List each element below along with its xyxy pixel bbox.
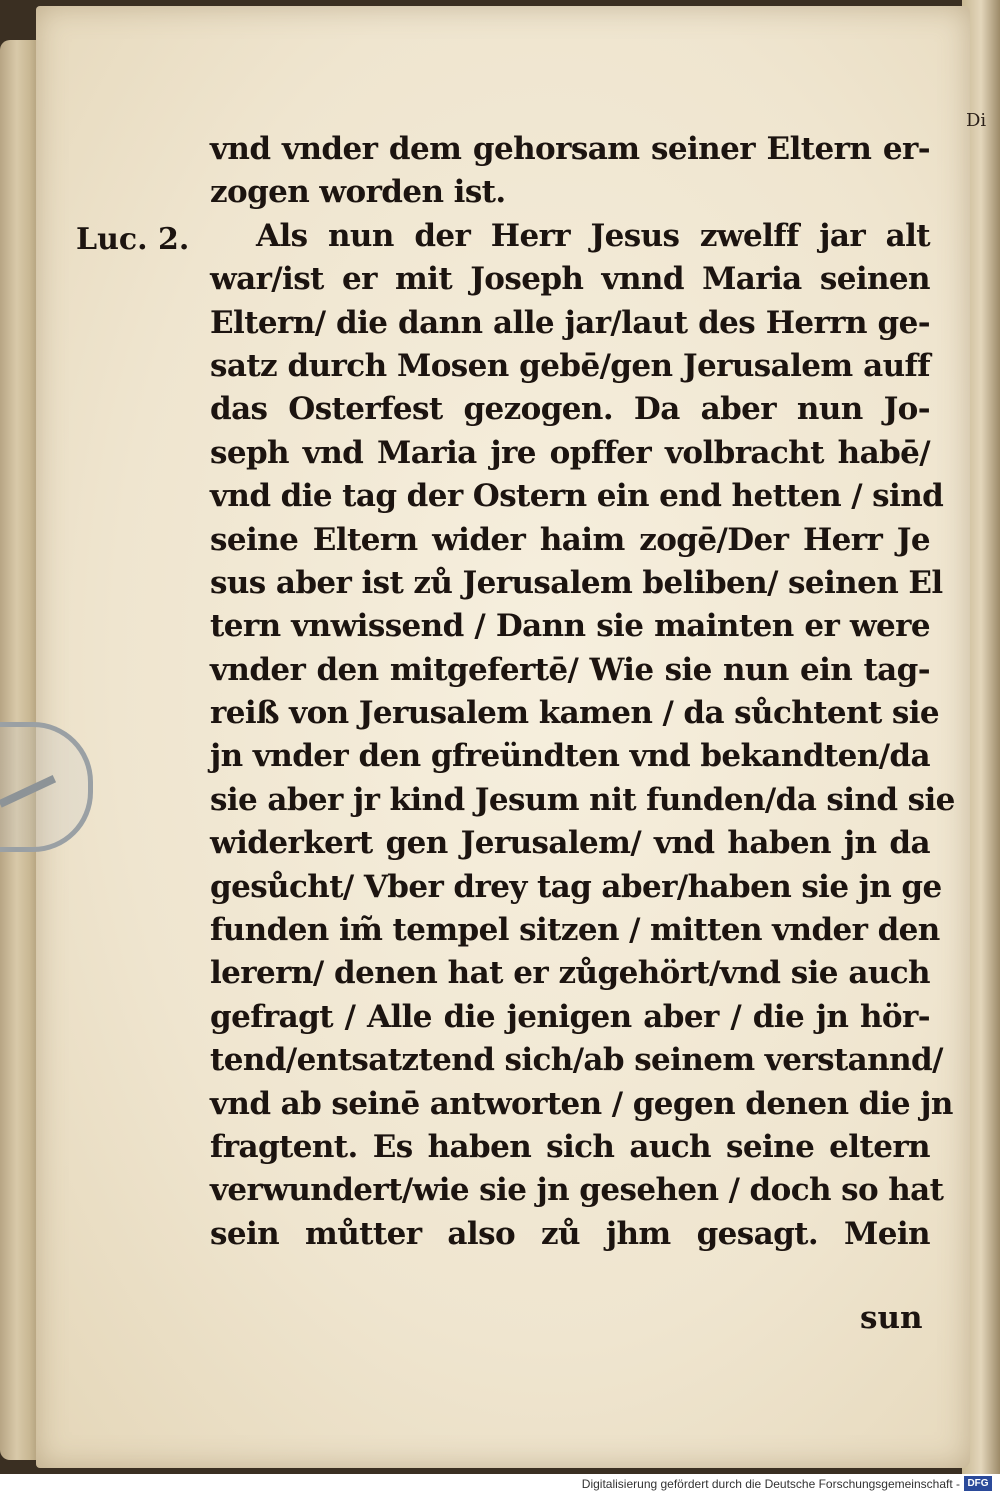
- text-line: sie aber jr kind Jesum nit funden/da sind sie: [210, 781, 955, 818]
- text-line: seine Eltern wider haim zogē/Der Herr Je: [210, 521, 930, 558]
- text-line: das Osterfest gezogen. Da aber nun Jo-: [210, 391, 930, 428]
- text-line: jn vnder den gfreündten vnd bekandten/da: [210, 738, 930, 775]
- text-line: Als nun der Herr Jesus zwelff jar alt: [256, 217, 930, 254]
- text-line: vnd ab seinē antworten / gegen denen die jn: [210, 1085, 953, 1122]
- text-line: reiß von Jerusalem kamen / da sůchtent sie: [210, 695, 940, 732]
- text-line: satz durch Mosen gebē/gen Jerusalem auff: [210, 347, 930, 384]
- footer-bar: [0, 1474, 1000, 1494]
- text-line: seph vnd Maria jre opffer volbracht habē/: [210, 434, 930, 471]
- text-line: lerern/ denen hat er zůgehört/vnd sie auch: [210, 955, 930, 992]
- text-line: widerkert gen Jerusalem/ vnd haben jn da: [210, 825, 930, 862]
- text-line: tern vnwissend / Dann sie mainten er were: [210, 608, 930, 645]
- text-block: [210, 128, 955, 1256]
- funding-credit: Digitalisierung gefördert durch die Deutsche Forschungsgemeinschaft -: [581, 1477, 960, 1491]
- text-line: fragtent. Es haben sich auch seine eltern: [210, 1128, 930, 1165]
- text-line: zogen worden ist.: [210, 174, 506, 211]
- text-line: funden im̃ tempel sitzen / mitten vnder den: [210, 912, 940, 949]
- dfg-logo: DFG: [964, 1476, 992, 1491]
- catchword: sun: [860, 1300, 923, 1336]
- margin-reference: Luc. 2.: [76, 222, 190, 257]
- text-line: sein můtter also zů jhm gesagt. Mein: [210, 1215, 930, 1252]
- text-line: Eltern/ die dann alle jar/laut des Herrn ge-: [210, 304, 930, 341]
- text-line: vnd die tag der Ostern ein end hetten / sind: [210, 478, 944, 515]
- text-line: war/ist er mit Joseph vnnd Maria seinen: [210, 261, 930, 298]
- text-line: gesůcht/ Vber drey tag aber/haben sie jn ge: [210, 868, 942, 905]
- facing-page-fragment: Di: [966, 110, 987, 131]
- text-line: sus aber ist zů Jerusalem beliben/ seinen El: [210, 564, 943, 601]
- text-line: vnd vnder dem gehorsam seiner Eltern er-: [210, 131, 930, 167]
- text-line: tend/entsatztend sich/ab seinem verstannd/: [210, 1042, 943, 1079]
- text-line: gefragt / Alle die jenigen aber / die jn hör-: [210, 998, 930, 1035]
- text-line: verwundert/wie sie jn gesehen / doch so hat: [210, 1172, 944, 1209]
- text-line: vnder den mitgefertē/ Wie sie nun ein tag-: [210, 651, 930, 688]
